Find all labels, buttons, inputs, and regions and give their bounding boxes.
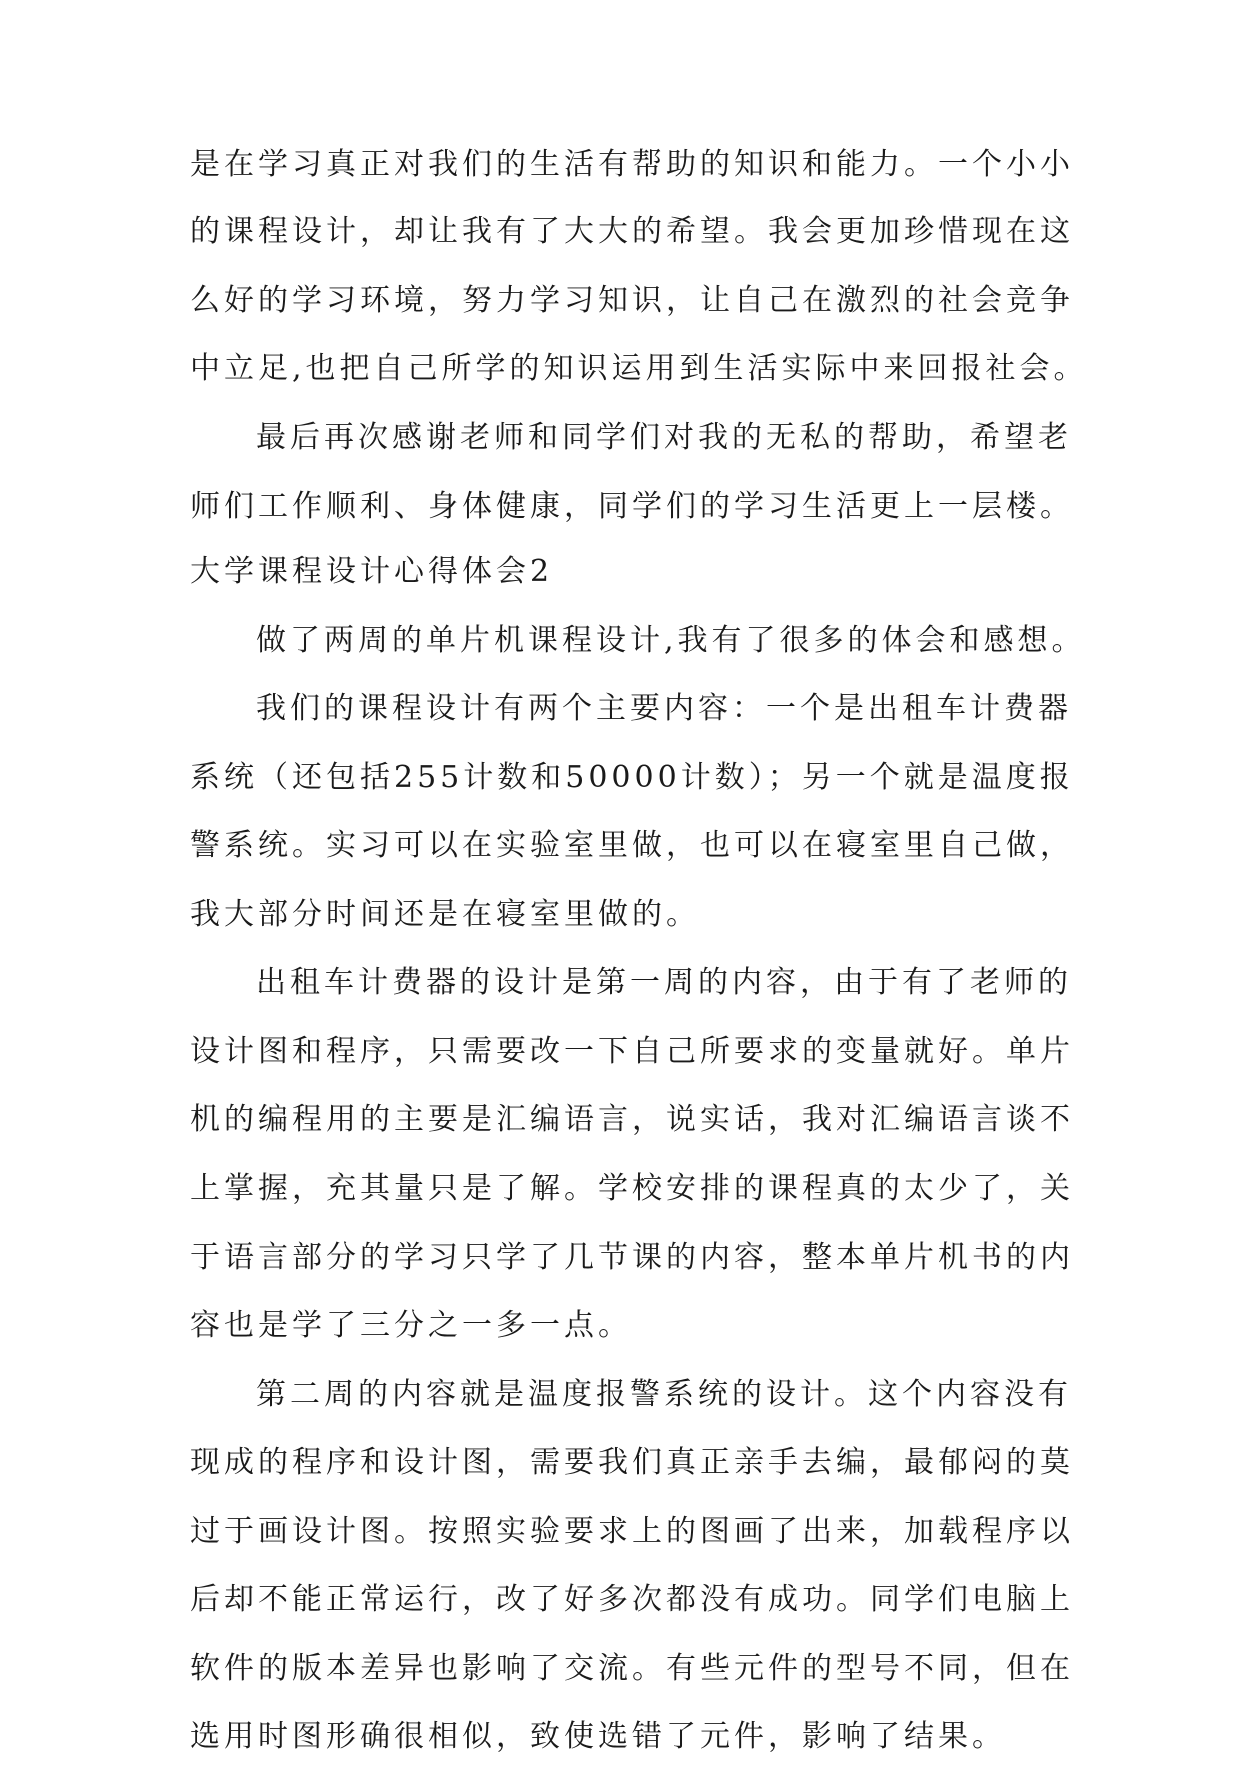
text-line: 机的编程用的主要是汇编语言，说实话，我对汇编语言谈不	[190, 1102, 1074, 1137]
text-line: 现成的程序和设计图，需要我们真正亲手去编，最郁闷的莫	[190, 1445, 1074, 1480]
text-line: 师们工作顺利、身体健康，同学们的学习生活更上一层楼。	[190, 489, 1074, 524]
text-line: 过于画设计图。按照实验要求上的图画了出来，加载程序以	[190, 1514, 1074, 1549]
text-line: 我们的课程设计有两个主要内容：一个是出租车计费器	[256, 691, 1072, 726]
text-line: 我大部分时间还是在寝室里做的。	[190, 897, 700, 932]
text-line: 出租车计费器的设计是第一周的内容，由于有了老师的	[256, 965, 1072, 1000]
section-heading: 大学课程设计心得体会2	[190, 554, 554, 589]
text-line: 上掌握，充其量只是了解。学校安排的课程真的太少了，关	[190, 1171, 1074, 1206]
text-line: 系统（还包括255计数和50000计数）；另一个就是温度报	[190, 760, 1074, 795]
text-line: 后却不能正常运行，改了好多次都没有成功。同学们电脑上	[190, 1582, 1074, 1617]
text-line: 于语言部分的学习只学了几节课的内容，整本单片机书的内	[190, 1240, 1074, 1275]
text-line: 设计图和程序，只需要改一下自己所要求的变量就好。单片	[190, 1034, 1074, 1069]
text-line: 做了两周的单片机课程设计,我有了很多的体会和感想。	[256, 623, 1086, 658]
text-line: 软件的版本差异也影响了交流。有些元件的型号不同，但在	[190, 1651, 1074, 1686]
text-line: 中立足,也把自己所学的知识运用到生活实际中来回报社会。	[190, 351, 1088, 386]
text-line: 容也是学了三分之一多一点。	[190, 1308, 632, 1343]
text-line: 第二周的内容就是温度报警系统的设计。这个内容没有	[256, 1377, 1072, 1412]
text-line: 警系统。实习可以在实验室里做，也可以在寝室里自己做，	[190, 828, 1074, 863]
text-line: 最后再次感谢老师和同学们对我的无私的帮助，希望老	[256, 420, 1072, 455]
text-line: 的课程设计，却让我有了大大的希望。我会更加珍惜现在这	[190, 214, 1074, 249]
text-line: 么好的学习环境，努力学习知识，让自己在激烈的社会竞争	[190, 283, 1074, 318]
text-line: 选用时图形确很相似，致使选错了元件，影响了结果。	[190, 1719, 1006, 1754]
text-line: 是在学习真正对我们的生活有帮助的知识和能力。一个小小	[190, 147, 1074, 182]
